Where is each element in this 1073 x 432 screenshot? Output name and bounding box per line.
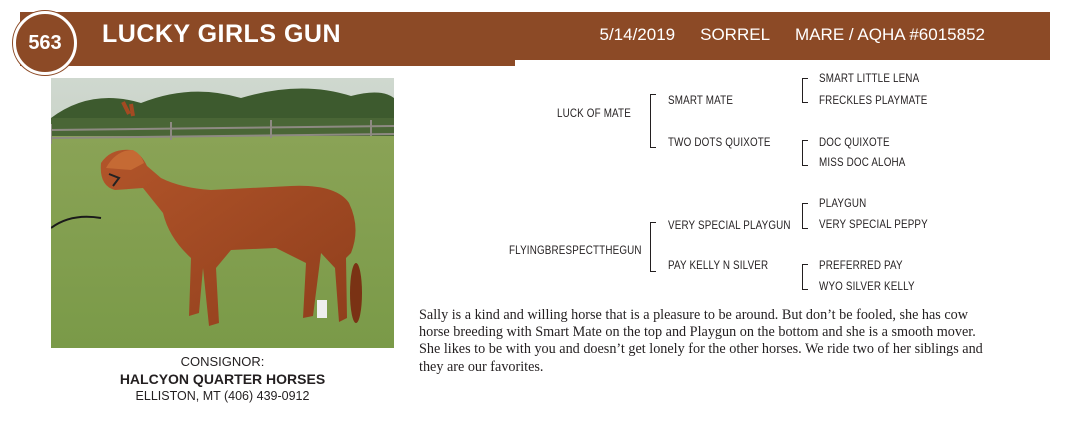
pedigree-dam-dam-dam: WYO SILVER KELLY [819, 279, 915, 293]
pedigree-sire: LUCK OF MATE [557, 106, 631, 120]
consignor-name: HALCYON QUARTER HORSES [119, 371, 326, 387]
pedigree-bracket [802, 140, 808, 166]
horse-description: Sally is a kind and willing horse that is a pleasure to be around. But don’t be fooled, she has cow horse breeding with Smart Mate on the top and Playgun on the bottom and she is a smooth mover. She likes to be with you and doesn’t get lonely for the other horses. We ride two of her siblings and they are our favorites. [419, 307, 983, 375]
pedigree-dam-sire: VERY SPECIAL PLAYGUN [668, 218, 791, 232]
pedigree-bracket [650, 222, 656, 272]
pedigree-sire-sire-sire: SMART LITTLE LENA [819, 71, 920, 85]
foal-date: 5/14/2019 [599, 25, 676, 44]
pedigree-dam-sire-dam: VERY SPECIAL PEPPY [819, 217, 928, 231]
pedigree-bracket [650, 94, 656, 148]
consignor-location: ELLISTON, MT (406) 439-0912 [135, 389, 310, 403]
horse-meta [599, 25, 985, 45]
consignor-block [51, 354, 394, 403]
horse-color: SORREL [700, 25, 771, 44]
horse-name: LUCKY GIRLS GUN [102, 20, 341, 48]
header-band-underline [20, 56, 515, 66]
horse-photo [51, 78, 394, 348]
pedigree-sire-dam-dam: MISS DOC ALOHA [819, 155, 906, 169]
pedigree-sire-sire-dam: FRECKLES PLAYMATE [819, 93, 928, 107]
registration: MARE / AQHA #6015852 [795, 25, 985, 44]
pedigree-sire-sire: SMART MATE [668, 93, 734, 107]
pedigree-sire-dam-sire: DOC QUIXOTE [819, 135, 890, 149]
consignor-label: CONSIGNOR: [180, 354, 265, 369]
pedigree-dam: FLYINGBRESPECTTHEGUN [509, 243, 642, 257]
pedigree-bracket [802, 203, 808, 229]
pedigree-bracket [802, 264, 808, 290]
lot-number-badge: 563 [13, 11, 77, 75]
pedigree-dam-dam-sire: PREFERRED PAY [819, 258, 903, 272]
pedigree-sire-dam: TWO DOTS QUIXOTE [668, 135, 771, 149]
pedigree-dam-dam: PAY KELLY N SILVER [668, 258, 769, 272]
pedigree-bracket [802, 78, 808, 103]
pedigree-dam-sire-sire: PLAYGUN [819, 196, 867, 210]
